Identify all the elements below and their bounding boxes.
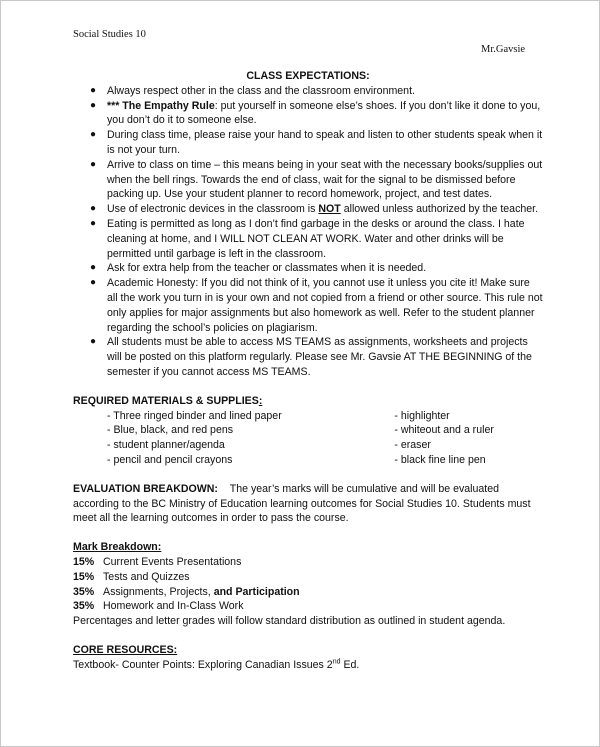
bullet-icon: ● — [90, 217, 97, 229]
course-name: Social Studies 10 — [73, 29, 146, 40]
list-item: ● *** The Empathy Rule: put yourself in someone else’s shoes. If you don’t like it done to you, you don’t do it to someone else. — [90, 99, 541, 127]
mark-breakdown-title: Mark Breakdown: — [73, 541, 162, 554]
list-item: ● Academic Honesty: If you did not think of it, you cannot use it unless you cite it! Make sure all the work you turn in is your own and not copied from a friend or other source. This rule not only applies for major assignments but also homework as well. Refer to the student planner regarding the school’s policies on plagiarism. — [90, 277, 543, 334]
list-item: - highlighter — [394, 409, 450, 422]
list-item: - black fine line pen — [394, 453, 486, 466]
list-item: ● All students must be able to access MS TEAMS as assignments, worksheets and projects will be posted on this platform regularly. Please see Mr. Gavsie AT THE BEGINNING of the semester if you cannot access MS TEAMS. — [90, 336, 532, 378]
mark-row: 35% Assignments, Projects, and Participation — [73, 585, 300, 598]
grades-note: Percentages and letter grades will follow standard distribution as outlined in student agenda. — [73, 615, 506, 628]
list-item: ● Eating is permitted as long as I don’t find garbage in the desks or around the class. I hate cleaning at home, and I WILL NOT CLEAN AT WORK. Water and other drinks will be permitted until garbage is left in the classroom. — [90, 217, 525, 260]
bullet-icon: ● — [90, 277, 97, 289]
textbook-line: Textbook- Counter Points: Exploring Canadian Issues 2nd Ed. — [73, 658, 360, 671]
bullet-icon: ● — [90, 262, 97, 274]
materials-column-left — [107, 409, 394, 468]
evaluation-text: The year’s marks will be cumulative and will be evaluated according to the BC Ministry of Education learning outcomes for Social Studies 10. Students must meet all the learning outcomes in order to pass the course. — [73, 482, 531, 525]
list-item: ● Ask for extra help from the teacher or classmates when it is needed. — [90, 262, 427, 275]
expectations-list — [73, 84, 543, 380]
list-item: - whiteout and a ruler — [394, 424, 494, 437]
materials-list — [73, 409, 543, 468]
bullet-icon: ● — [90, 158, 97, 170]
teacher-name: Mr.Gavsie — [481, 44, 526, 55]
bullet-icon: ● — [90, 99, 97, 111]
bullet-icon: ● — [90, 336, 97, 348]
list-item: ● Always respect other in the class and the classroom environment. — [90, 84, 415, 97]
bullet-icon: ● — [90, 129, 97, 141]
list-item: ● Arrive to class on time – this means being in your seat with the necessary books/supplies out when the bell rings. Towards the end of class, wait for the signal to be dismissed before packing up. Use your student planner to record homework, project, and test dates. — [90, 158, 543, 201]
list-item: - Three ringed binder and lined paper — [107, 409, 282, 422]
expectations-title: CLASS EXPECTATIONS: — [246, 70, 370, 82]
materials-title: REQUIRED MATERIALS & SUPPLIES: — [73, 394, 263, 407]
list-item: - student planner/agenda — [107, 439, 225, 452]
list-item: ● During class time, please raise your hand to speak and listen to other students speak when it is not your turn. — [90, 129, 543, 156]
mark-row: 15% Current Events Presentations — [73, 555, 242, 568]
list-item: ● Use of electronic devices in the classroom is NOT allowed unless authorized by the teacher. — [90, 203, 539, 216]
core-resources-title: CORE RESOURCES: — [73, 643, 178, 656]
evaluation-section — [73, 482, 543, 526]
list-item: - Blue, black, and red pens — [107, 424, 234, 437]
mark-row: 35% Homework and In-Class Work — [73, 600, 244, 613]
bullet-icon: ● — [90, 203, 97, 215]
list-item: - pencil and pencil crayons — [107, 453, 233, 466]
list-item: - eraser — [394, 439, 431, 452]
evaluation-title: EVALUATION BREAKDOWN: — [73, 482, 218, 495]
mark-row: 15% Tests and Quizzes — [73, 570, 190, 583]
bullet-icon: ● — [90, 84, 97, 96]
mark-breakdown-list — [73, 555, 543, 614]
materials-column-right — [394, 409, 543, 468]
document-body — [73, 69, 543, 672]
